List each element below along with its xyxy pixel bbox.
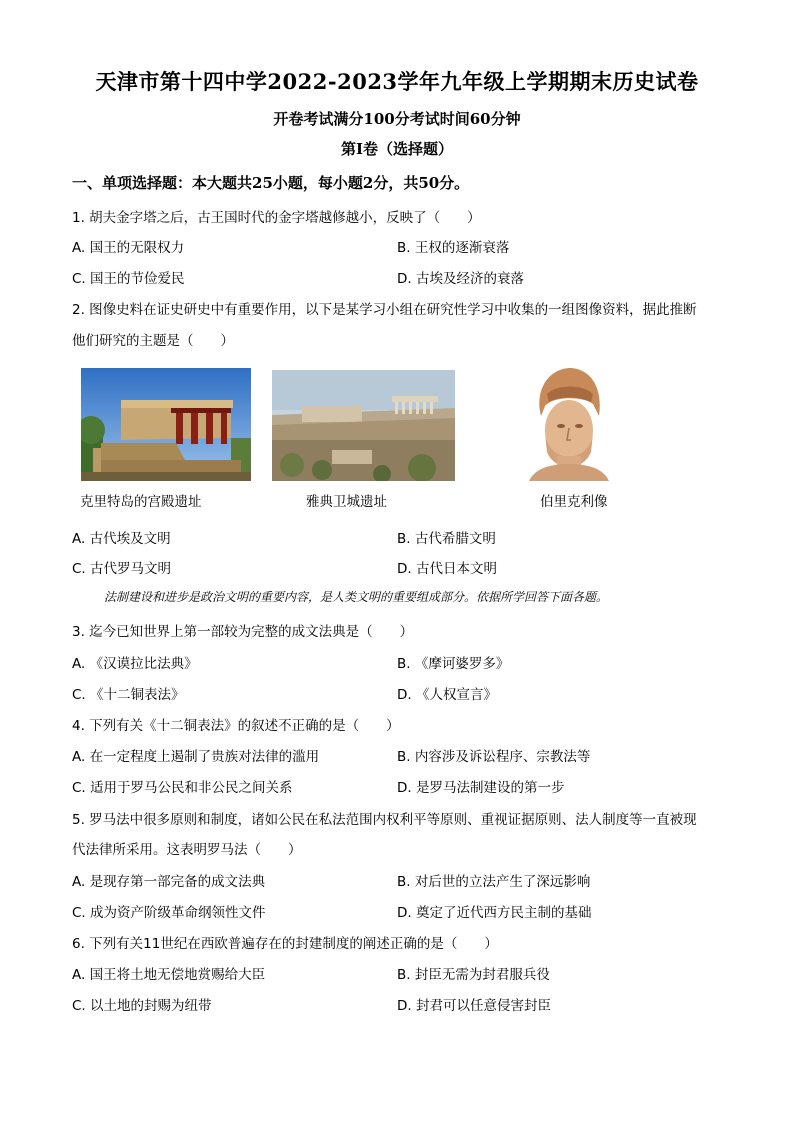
exam-title: 天津市第十四中学2022-2023学年九年级上学期期末历史试卷 [95, 69, 699, 94]
knossos-palace-image [81, 368, 251, 481]
acropolis-image [272, 370, 455, 481]
question-4-option-c: C. 适用于罗马公民和非公民之间关系 [72, 780, 293, 796]
question-4-option-b: B. 内容涉及诉讼程序、宗教法等 [397, 749, 591, 765]
material-note: 法制建设和进步是政治文明的重要内容，是人类文明的重要组成部分。依据所学回答下面各题。 [104, 590, 609, 604]
question-4-stem: 4. 下列有关《十二铜表法》的叙述不正确的是（ ） [72, 718, 400, 734]
question-5-stem-line-1: 5. 罗马法中很多原则和制度，诸如公民在私法范围内权利平等原则、重视证据原则、法人制度等一直被现 [72, 812, 697, 828]
question-5-option-b: B. 对后世的立法产生了深远影响 [397, 874, 591, 890]
question-3-option-c: C. 《十二铜表法》 [72, 687, 185, 703]
question-1-option-c: C. 国王的节俭爱民 [72, 271, 185, 287]
question-6-option-c: C. 以土地的封赐为纽带 [72, 998, 212, 1014]
question-2-stem-line-1: 2. 图像史料在证史研史中有重要作用，以下是某学习小组在研究性学习中收集的一组图像资料，据此推断 [72, 302, 697, 318]
question-3-option-a: A. 《汉谟拉比法典》 [72, 656, 198, 672]
question-5-option-c: C. 成为资产阶级革命纲领性文件 [72, 905, 266, 921]
pericles-bust-image [521, 364, 613, 481]
question-2-option-a: A. 古代埃及文明 [72, 531, 171, 547]
question-3-option-b: B. 《摩诃婆罗多》 [397, 656, 510, 672]
question-1-option-a: A. 国王的无限权力 [72, 240, 185, 256]
question-2-option-c: C. 古代罗马文明 [72, 561, 172, 577]
question-4-option-d: D. 是罗马法制建设的第一步 [397, 780, 565, 796]
question-6-stem: 6. 下列有关11世纪在西欧普遍存在的封建制度的阐述正确的是（ ） [72, 936, 498, 952]
question-5-stem-line-2: 代法律所采用。这表明罗马法（ ） [72, 842, 302, 858]
question-3-stem: 3. 迄今已知世界上第一部较为完整的成文法典是（ ） [72, 624, 414, 640]
exam-subtitle: 开卷考试满分100分考试时间60分钟 [273, 110, 521, 128]
question-6-option-d: D. 封君可以任意侵害封臣 [397, 998, 551, 1014]
question-4-option-a: A. 在一定程度上遏制了贵族对法律的滥用 [72, 749, 320, 765]
question-3-option-d: D. 《人权宣言》 [397, 687, 497, 703]
caption-pericles: 伯里克利像 [540, 494, 608, 510]
caption-knossos: 克里特岛的宫殿遗址 [80, 494, 202, 510]
question-2-stem-line-2: 他们研究的主题是（ ） [72, 333, 234, 349]
question-6-option-b: B. 封臣无需为封君服兵役 [397, 967, 550, 983]
question-1-option-b: B. 王权的逐渐衰落 [397, 240, 510, 256]
question-5-option-d: D. 奠定了近代西方民主制的基础 [397, 905, 592, 921]
question-2-option-b: B. 古代希腊文明 [397, 531, 496, 547]
section-heading: 一、单项选择题：本大题共25小题，每小题2分，共50分。 [72, 174, 470, 192]
question-1-stem: 1. 胡夫金字塔之后，古王国时代的金字塔越修越小，反映了（ ） [72, 210, 481, 226]
question-5-option-a: A. 是现存第一部完备的成文法典 [72, 874, 266, 890]
caption-acropolis: 雅典卫城遗址 [306, 494, 387, 510]
question-1-option-d: D. 古埃及经济的衰落 [397, 271, 524, 287]
volume-heading: 第Ⅰ卷（选择题） [340, 140, 454, 158]
question-2-option-d: D. 古代日本文明 [397, 561, 497, 577]
question-6-option-a: A. 国王将土地无偿地赏赐给大臣 [72, 967, 266, 983]
